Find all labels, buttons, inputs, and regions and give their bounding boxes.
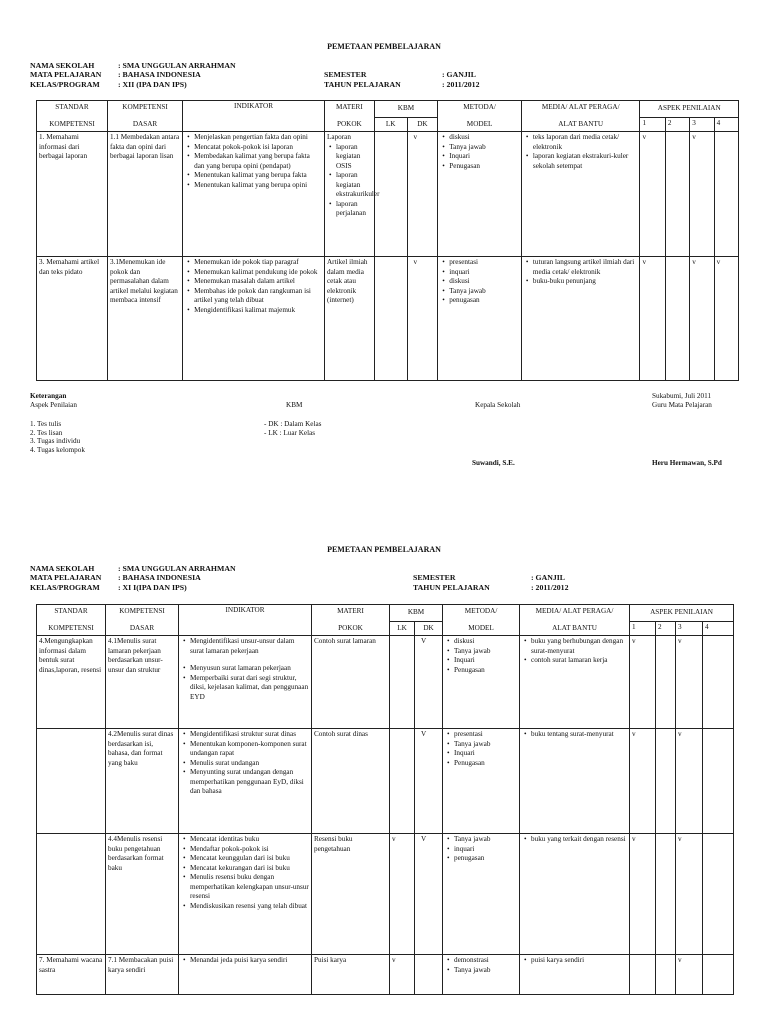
cell-dk: V (415, 834, 443, 955)
cell-lk (390, 636, 415, 729)
list-item: 3. Tugas individu (30, 437, 81, 446)
col-indikator: INDIKATOR (179, 605, 312, 636)
cell-aspek-3: v (676, 955, 703, 995)
list-item: - DK : Dalam Kelas (264, 420, 322, 428)
cell-aspek-1: v (640, 257, 665, 381)
cell-lk (390, 729, 415, 834)
cell-dk: V (415, 636, 443, 729)
col-dk: DK (415, 622, 443, 636)
list-item: • demonstrasi (454, 956, 517, 966)
col-metoda-model: METODA/ MODEL (438, 101, 522, 132)
year-label: TAHUN PELAJARAN (324, 79, 401, 89)
list-item: • Inquari (454, 749, 517, 759)
list-item: • buku yang berhubungan dengan surat-menyurat (531, 637, 627, 656)
keterangan-label: Keterangan (30, 392, 67, 400)
col-kompetensi-dasar: KOMPETENSI DASAR (107, 101, 182, 132)
cell-indikator (179, 729, 312, 834)
kbm-list (264, 420, 321, 437)
cell-media (520, 636, 630, 729)
cell-aspek-1: v (630, 636, 656, 729)
list-item: • Inquari (454, 656, 517, 666)
document-header (30, 564, 730, 592)
list-item: • Menemukan ide pokok tiap paragraf (194, 258, 322, 268)
col-kbm: KBM (390, 605, 443, 622)
list-item: • Menulis surat undangan (190, 759, 309, 769)
col-aspek-3: 3 (676, 622, 703, 636)
list-item: • Menandai jeda puisi karya sendiri (190, 956, 309, 966)
col-indikator: INDIKATOR (183, 101, 325, 132)
col-media: MEDIA/ ALAT PERAGA/ ALAT BANTU (521, 101, 640, 132)
cell-media (520, 729, 630, 834)
aspek-penilaian-list (30, 420, 85, 454)
list-item: • Mencatat kekurangan dari isi buku (190, 864, 309, 874)
list-item: • contoh surat lamaran kerja (531, 656, 627, 666)
learning-map-table-1 (36, 100, 739, 381)
list-item: • laporan kegiatan ekstrakuri-kuler sekolah setempat (533, 152, 638, 171)
col-aspek-2: 2 (656, 622, 676, 636)
cell-aspek-4 (703, 636, 734, 729)
cell-indikator (183, 257, 325, 381)
kbm-label: KBM (286, 401, 303, 409)
list-item: • Menulis resensi buku dengan memperhatikan kelengkapan unsur-unsur resensi (190, 873, 309, 902)
cell-aspek-2 (656, 955, 676, 995)
cell-materi: Contoh surat lamaran (312, 636, 390, 729)
list-item: • penugasan (454, 854, 517, 864)
col-aspek-penilaian: ASPEK PENILAIAN (640, 101, 739, 118)
col-metoda-model: METODA/ MODEL (443, 605, 520, 636)
col-aspek-1: 1 (640, 118, 665, 132)
cell-dk (415, 955, 443, 995)
cell-materi: Resensi buku pengetahuan (312, 834, 390, 955)
cell-kd: 4.1Menulis surat lamaran pekerjaan berdasarkan unsur-unsur dan struktur (106, 636, 179, 729)
year-label: TAHUN PELAJARAN (413, 582, 490, 592)
list-item: • diskusi (454, 637, 517, 647)
list-item: • Mencatat pokok-pokok isi laporan (194, 143, 322, 153)
list-item: • Menentukan komponen-komponen surat undangan rapat (190, 740, 309, 759)
cell-aspek-2 (656, 729, 676, 834)
guru-label: Guru Mata Pelajaran (652, 401, 712, 409)
col-aspek-penilaian: ASPEK PENILAIAN (630, 605, 734, 622)
list-item: • laporan kegiatan OSIS (336, 143, 372, 172)
cell-dk: V (415, 729, 443, 834)
cell-dk: v (407, 257, 438, 381)
col-materi-pokok: MATERI POKOK (312, 605, 390, 636)
cell-lk (374, 257, 407, 381)
cell-media (521, 257, 640, 381)
cell-aspek-4 (703, 834, 734, 955)
col-dk: DK (407, 118, 438, 132)
list-item: • buku-buku penunjang (533, 277, 638, 287)
list-item: - LK : Luar Kelas (264, 428, 316, 437)
cell-metoda (443, 955, 520, 995)
list-item: • Menemukan kalimat pendukung ide pokok (194, 268, 322, 278)
cell-media (521, 132, 640, 257)
cell-indikator (179, 834, 312, 955)
cell-kd: 1.1 Membedakan antara fakta dan opini dari berbagai laporan lisan (107, 132, 182, 257)
cell-sk: 7. Memahami wacana sastra (37, 955, 106, 995)
cell-lk: v (390, 955, 415, 995)
cell-kd: 4.4Menulis resensi buku pengetahuan berdasarkan format baku (106, 834, 179, 955)
col-media: MEDIA/ ALAT PERAGA/ ALAT BANTU (520, 605, 630, 636)
cell-aspek-3: v (690, 132, 714, 257)
subject-value: : BAHASA INDONESIA (118, 573, 201, 583)
cell-aspek-1 (630, 955, 656, 995)
cell-media (520, 834, 630, 955)
list-item: • Mendaftar pokok-pokok isi (190, 845, 309, 855)
list-item: • laporan perjalanan (336, 200, 372, 219)
class-value: : XI I(IPA DAN IPS) (118, 582, 187, 592)
col-aspek-4: 4 (714, 118, 738, 132)
school-label: NAMA SEKOLAH (30, 564, 95, 573)
cell-indikator (183, 132, 325, 257)
col-kompetensi-dasar: KOMPETENSI DASAR (106, 605, 179, 636)
cell-aspek-2 (656, 636, 676, 729)
cell-dk: v (407, 132, 438, 257)
list-item: • Inquari (449, 152, 519, 162)
cell-materi: Artikel ilmiah dalam media cetak atau elektronik (internet) (324, 257, 374, 381)
list-item: • Mengidentifikasi unsur-unsur dalam surat lamaran pekerjaan (190, 637, 309, 656)
list-item: • diskusi (449, 133, 519, 143)
list-item: • laporan kegiatan ekstrakurikuler (336, 171, 372, 200)
semester-label: SEMESTER (413, 573, 456, 583)
cell-aspek-2 (656, 834, 676, 955)
table-row (37, 132, 739, 257)
cell-sk: 4.Mengungkapkan informasi dalam bentuk surat dinas,laporan, resensi (37, 636, 106, 729)
class-label: KELAS/PROGRAM (30, 582, 100, 592)
table-row (37, 729, 734, 834)
col-lk: LK (374, 118, 407, 132)
list-item: • Menentukan kalimat yang berupa fakta (194, 171, 322, 181)
semester-label: SEMESTER (324, 70, 367, 80)
subject-label: MATA PELAJARAN (30, 70, 102, 80)
col-aspek-3: 3 (690, 118, 714, 132)
cell-metoda (438, 257, 522, 381)
cell-sk: 1. Memahami informasi dari berbagai laporan (37, 132, 108, 257)
list-item: • Membahas ide pokok dan rangkuman isi artikel yang telah dibuat (194, 287, 322, 306)
list-item: • inquari (449, 268, 519, 278)
list-item: • Menemukan masalah dalam artikel (194, 277, 322, 287)
col-aspek-4: 4 (703, 622, 734, 636)
list-item: • Tanya jawab (449, 287, 519, 297)
cell-aspek-4 (714, 132, 738, 257)
list-item: • Mencatat keunggulan dari isi buku (190, 854, 309, 864)
cell-aspek-1: v (640, 132, 665, 257)
cell-lk: v (390, 834, 415, 955)
cell-materi: Contoh surat dinas (312, 729, 390, 834)
cell-sk: 3. Memahami artikel dan teks pidato (37, 257, 108, 381)
table-row (37, 834, 734, 955)
col-standar-kompetensi: STANDAR KOMPETENSI (37, 101, 108, 132)
col-kbm: KBM (374, 101, 438, 118)
table-row (37, 257, 739, 381)
document-header (30, 61, 730, 89)
list-item: • penugasan (449, 296, 519, 306)
list-item: 2. Tes lisan (30, 428, 63, 437)
list-item: • inquari (454, 845, 517, 855)
class-label: KELAS/PROGRAM (30, 79, 100, 89)
list-item: • Mencatat identitas buku (190, 835, 309, 845)
cell-aspek-3: v (676, 636, 703, 729)
subject-value: : BAHASA INDONESIA (118, 70, 201, 80)
school-value: : SMA UNGGULAN ARRAHMAN (118, 61, 236, 70)
col-aspek-2: 2 (665, 118, 689, 132)
kepala-sekolah-label: Kepala Sekolah (475, 401, 521, 409)
semester-value: : GANJIL (442, 70, 477, 80)
cell-aspek-1: v (630, 834, 656, 955)
cell-metoda (438, 132, 522, 257)
cell-metoda (443, 636, 520, 729)
school-value: : SMA UNGGULAN ARRAHMAN (118, 564, 236, 573)
list-item: • Penugasan (449, 162, 519, 172)
cell-aspek-3: v (676, 834, 703, 955)
cell-materi: Laporan • laporan kegiatan OSIS • laporan kegiatan ekstrakurikuler • laporan perjalanan (324, 132, 374, 257)
list-item: • Penugasan (454, 759, 517, 769)
list-item: • Penugasan (454, 666, 517, 676)
list-item: • presentasi (454, 730, 517, 740)
cell-kd: 3.1Menemukan ide pokok dan permasalahan dalam artikel melalui kegiatan membaca intensif (107, 257, 182, 381)
list-item: • Menentukan kalimat yang berupa opini (194, 181, 322, 191)
aspek-penilaian-label: Aspek Penilaian (30, 401, 77, 409)
table-row (37, 636, 734, 729)
cell-indikator (179, 636, 312, 729)
cell-aspek-2 (665, 257, 689, 381)
list-item: • diskusi (449, 277, 519, 287)
cell-kd: 4.2Menulis surat dinas berdasarkan isi, bahasa, dan format yang baku (106, 729, 179, 834)
list-item: • Tanya jawab (449, 143, 519, 153)
cell-materi: Puisi karya (312, 955, 390, 995)
col-standar-kompetensi: STANDAR KOMPETENSI (37, 605, 106, 636)
cell-aspek-2 (665, 132, 689, 257)
cell-sk (37, 834, 106, 955)
list-item: • buku yang terkait dengan resensi (531, 835, 627, 845)
kepala-sekolah-name: Suwandi, S.E. (472, 459, 515, 467)
list-item: • Memperbaiki surat dari segi struktur, diksi, kejelasan kalimat, dan penggunaan EYD (190, 674, 309, 703)
list-item: • Membedakan kalimat yang berupa fakta dan yang berupa opini (pendapat) (194, 152, 322, 171)
list-item: • puisi karya sendiri (531, 956, 627, 966)
cell-indikator (179, 955, 312, 995)
list-item: • Mengidentifikasi struktur surat dinas (190, 730, 309, 740)
school-label: NAMA SEKOLAH (30, 61, 95, 70)
col-materi-pokok: MATERI POKOK (324, 101, 374, 132)
learning-map-table-2 (36, 604, 734, 995)
cell-aspek-4 (703, 955, 734, 995)
place-date: Sukabumi, Juli 2011 (652, 392, 712, 400)
guru-name: Heru Hermawan, S.Pd (652, 459, 722, 467)
cell-aspek-1: v (630, 729, 656, 834)
semester-value: : GANJIL (531, 573, 566, 583)
subject-label: MATA PELAJARAN (30, 573, 102, 583)
cell-media (520, 955, 630, 995)
cell-sk (37, 729, 106, 834)
list-item: 1. Tes tulis (30, 420, 62, 428)
list-item: • buku tentang surat-menyurat (531, 730, 627, 740)
list-item: • Mendiskusikan resensi yang telah dibuat (190, 902, 309, 912)
list-item: • Tanya jawab (454, 966, 517, 976)
cell-aspek-3: v (690, 257, 714, 381)
col-lk: LK (390, 622, 415, 636)
cell-metoda (443, 834, 520, 955)
cell-aspek-4 (703, 729, 734, 834)
cell-aspek-4: v (714, 257, 738, 381)
list-item: • Tanya jawab (454, 647, 517, 657)
cell-aspek-3: v (676, 729, 703, 834)
list-item: 4. Tugas kelompok (30, 445, 85, 454)
list-item: • Mengidentifikasi kalimat majemuk (194, 306, 322, 316)
list-item: • Tanya jawab (454, 740, 517, 750)
cell-metoda (443, 729, 520, 834)
list-item: • Tanya jawab (454, 835, 517, 845)
list-item: • presentasi (449, 258, 519, 268)
list-item: • tuturan langsung artikel ilmiah dari media cetak/ elektronik (533, 258, 638, 277)
page-title: PEMETAAN PEMBELAJARAN (327, 42, 441, 51)
year-value: : 2011/2012 (531, 582, 569, 592)
page-title: PEMETAAN PEMBELAJARAN (327, 545, 441, 554)
table-row (37, 955, 734, 995)
list-item: • teks laporan dari media cetak/ elektronik (533, 133, 638, 152)
list-item: • Menyunting surat undangan dengan memperhatikan penggunaan EyD, diksi dan bahasa (190, 768, 309, 797)
list-item: • Menyusun surat lamaran pekerjaan (190, 664, 309, 674)
col-aspek-1: 1 (630, 622, 656, 636)
year-value: : 2011/2012 (442, 79, 480, 89)
class-value: : XII (IPA DAN IPS) (118, 79, 187, 89)
list-item: • Menjelaskan pengertian fakta dan opini (194, 133, 322, 143)
cell-kd: 7.1 Membacakan puisi karya sendiri (106, 955, 179, 995)
